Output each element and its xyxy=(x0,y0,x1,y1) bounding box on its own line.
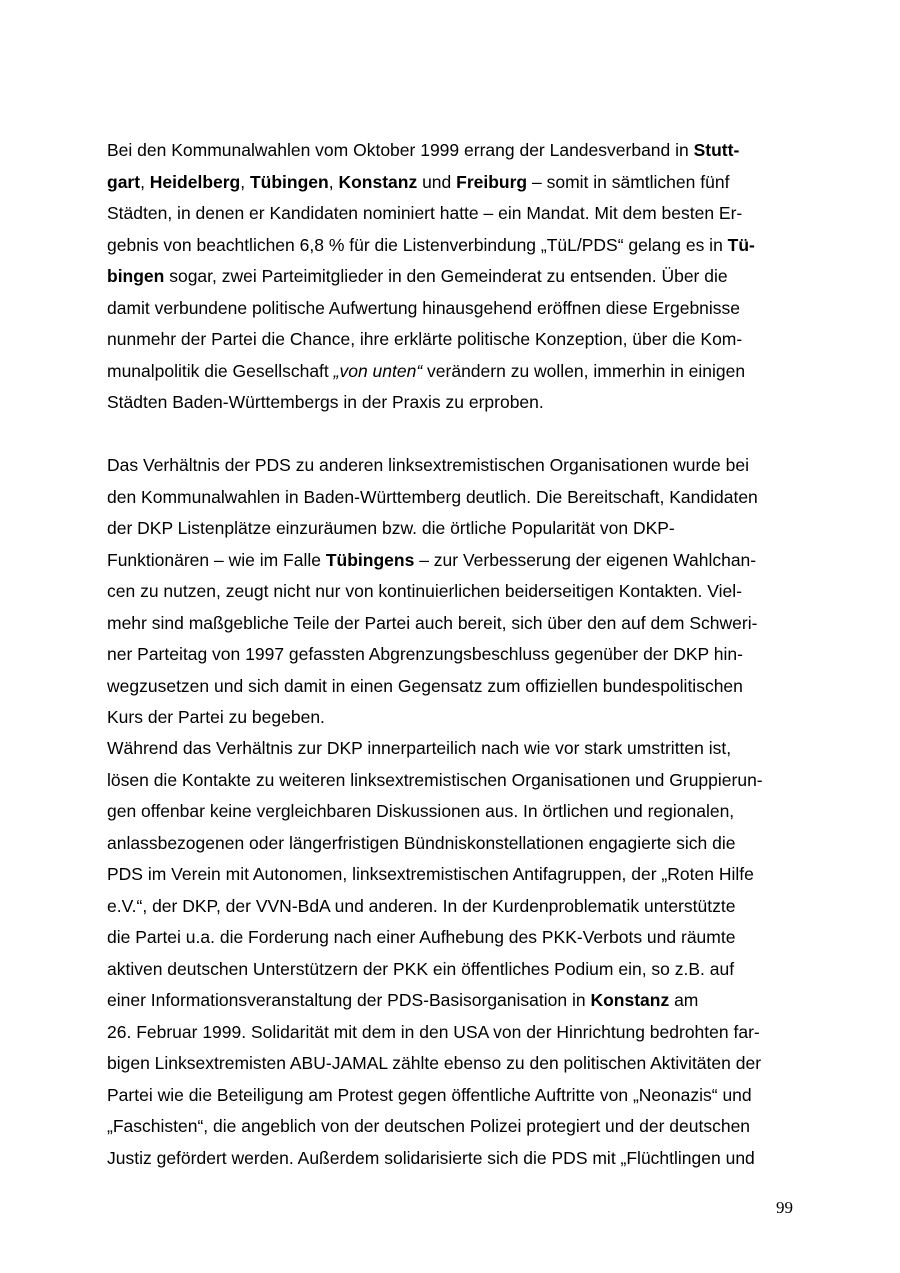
text-line xyxy=(107,545,797,577)
text-run: PDS im Verein mit Autonomen, linksextremistischen Antifagruppen, der „Roten Hilfe xyxy=(107,864,754,884)
text-run: am xyxy=(669,990,699,1010)
text-line xyxy=(107,828,797,860)
bold-text: Heidelberg xyxy=(149,171,241,192)
text-line xyxy=(107,198,797,230)
text-run: e.V.“, der DKP, der VVN-BdA und anderen. In der Kurdenproblematik unterstützte xyxy=(107,895,736,916)
text-line xyxy=(107,922,797,954)
text-line xyxy=(107,891,797,923)
text-run: Kurs der Partei zu begeben. xyxy=(107,707,325,727)
text-run: mehr sind maßgebliche Teile der Partei auch bereit, sich über den auf dem Schweri- xyxy=(107,612,758,633)
text-line xyxy=(107,608,797,640)
text-run: – somit in sämtlichen fünf xyxy=(527,171,730,192)
text-line xyxy=(107,293,797,325)
text-line xyxy=(107,1080,797,1112)
text-run: , xyxy=(140,171,150,192)
text-line xyxy=(107,482,797,514)
bold-text: Konstanz xyxy=(590,990,670,1010)
text-run: – zur Verbesserung der eigenen Wahlchan- xyxy=(414,549,757,570)
text-line xyxy=(107,450,797,482)
paragraph xyxy=(107,135,797,419)
text-line xyxy=(107,639,797,671)
text-line xyxy=(107,261,797,293)
text-line xyxy=(107,167,797,199)
text-line xyxy=(107,859,797,891)
text-run: „Faschisten“, die angeblich von der deutschen Polizei protegiert und der deutschen xyxy=(107,1116,751,1136)
text-run: bigen Linksextremisten ABU-JAMAL zählte ebenso zu den politischen Aktivitäten der xyxy=(107,1053,762,1073)
italic-text: „von unten“ xyxy=(333,360,423,381)
text-line xyxy=(107,1017,797,1049)
text-run: einer Informationsveranstaltung der PDS-Basisorganisation in xyxy=(107,990,591,1010)
text-run: Während das Verhältnis zur DKP innerparteilich nach wie vor stark umstritten ist, xyxy=(107,738,732,758)
text-run: gen offenbar keine vergleichbaren Diskussionen aus. In örtlichen und regionalen, xyxy=(107,801,735,821)
text-run: , xyxy=(328,171,339,192)
bold-text: Tübingen xyxy=(249,171,329,192)
text-run: und xyxy=(417,171,457,192)
text-run: anlassbezogenen oder längerfristigen Bündniskonstellationen engagierte sich die xyxy=(107,832,736,853)
paragraph xyxy=(107,450,797,734)
text-line xyxy=(107,702,797,734)
text-line xyxy=(107,954,797,986)
text-run: nunmehr der Partei die Chance, ihre erklärte politische Konzeption, über die Kom- xyxy=(107,329,743,349)
text-run: Partei wie die Beteiligung am Protest gegen öffentliche Auftritte von „Neonazis“ und xyxy=(107,1084,752,1105)
paragraph xyxy=(107,733,797,1174)
text-line xyxy=(107,733,797,765)
text-run: munalpolitik die Gesellschaft xyxy=(107,360,334,381)
bold-text: Tübingens xyxy=(325,549,415,570)
bold-text: gart xyxy=(107,171,141,192)
text-run: den Kommunalwahlen in Baden-Württemberg deutlich. Die Bereitschaft, Kandidaten xyxy=(107,486,758,507)
bold-text: Stutt- xyxy=(693,140,740,160)
text-line xyxy=(107,513,797,545)
text-line xyxy=(107,387,797,419)
text-run: Funktionären – wie im Falle xyxy=(107,549,326,570)
text-run: Städten Baden-Württembergs in der Praxis zu erproben. xyxy=(107,392,544,412)
text-line xyxy=(107,765,797,797)
bold-text: Tü- xyxy=(727,234,755,255)
text-run: ner Parteitag von 1997 gefassten Abgrenzungsbeschluss gegenüber der DKP hin- xyxy=(107,644,743,664)
text-line xyxy=(107,985,797,1017)
text-line xyxy=(107,671,797,703)
text-run: sogar, zwei Parteimitglieder in den Gemeinderat zu entsenden. Über die xyxy=(164,266,728,286)
text-line xyxy=(107,1111,797,1143)
text-run: wegzusetzen und sich damit in einen Gegensatz zum offiziellen bundespolitischen xyxy=(107,675,743,696)
text-run: , xyxy=(240,171,250,192)
text-line xyxy=(107,796,797,828)
text-run: Städten, in denen er Kandidaten nominiert hatte – ein Mandat. Mit dem besten Er- xyxy=(107,203,743,223)
text-run: gebnis von beachtlichen 6,8 % für die Listenverbindung „TüL/PDS“ gelang es in xyxy=(107,234,728,255)
text-line xyxy=(107,1048,797,1080)
text-line xyxy=(107,135,797,167)
bold-text: Freiburg xyxy=(456,171,528,192)
text-run: 26. Februar 1999. Solidarität mit dem in den USA von der Hinrichtung bedrohten far- xyxy=(107,1021,760,1042)
bold-text: Konstanz xyxy=(338,171,418,192)
text-run: der DKP Listenplätze einzuräumen bzw. die örtliche Popularität von DKP- xyxy=(107,518,675,538)
text-line xyxy=(107,1143,797,1175)
text-run: Bei den Kommunalwahlen vom Oktober 1999 errang der Landesverband in xyxy=(107,140,694,160)
text-run: aktiven deutschen Unterstützern der PKK ein öffentliches Podium ein, so z.B. auf xyxy=(107,958,735,979)
text-line xyxy=(107,230,797,262)
text-run: verändern zu wollen, immerhin in einigen xyxy=(422,360,746,381)
text-run: lösen die Kontakte zu weiteren linksextremistischen Organisationen und Gruppierun- xyxy=(107,769,763,790)
text-run: Das Verhältnis der PDS zu anderen linksextremistischen Organisationen wurde bei xyxy=(107,455,749,475)
text-run: Justiz gefördert werden. Außerdem solidarisierte sich die PDS mit „Flüchtlingen und xyxy=(107,1147,755,1168)
text-run: damit verbundene politische Aufwertung hinausgehend eröffnen diese Ergebnisse xyxy=(107,297,741,318)
text-line xyxy=(107,324,797,356)
text-run: cen zu nutzen, zeugt nicht nur von kontinuierlichen beiderseitigen Kontakten. Viel- xyxy=(107,581,742,601)
bold-text: bingen xyxy=(107,266,165,286)
page-number: 99 xyxy=(776,1198,793,1217)
text-line xyxy=(107,576,797,608)
text-run: die Partei u.a. die Forderung nach einer Aufhebung des PKK-Verbots und räumte xyxy=(107,927,736,947)
text-line xyxy=(107,356,797,388)
